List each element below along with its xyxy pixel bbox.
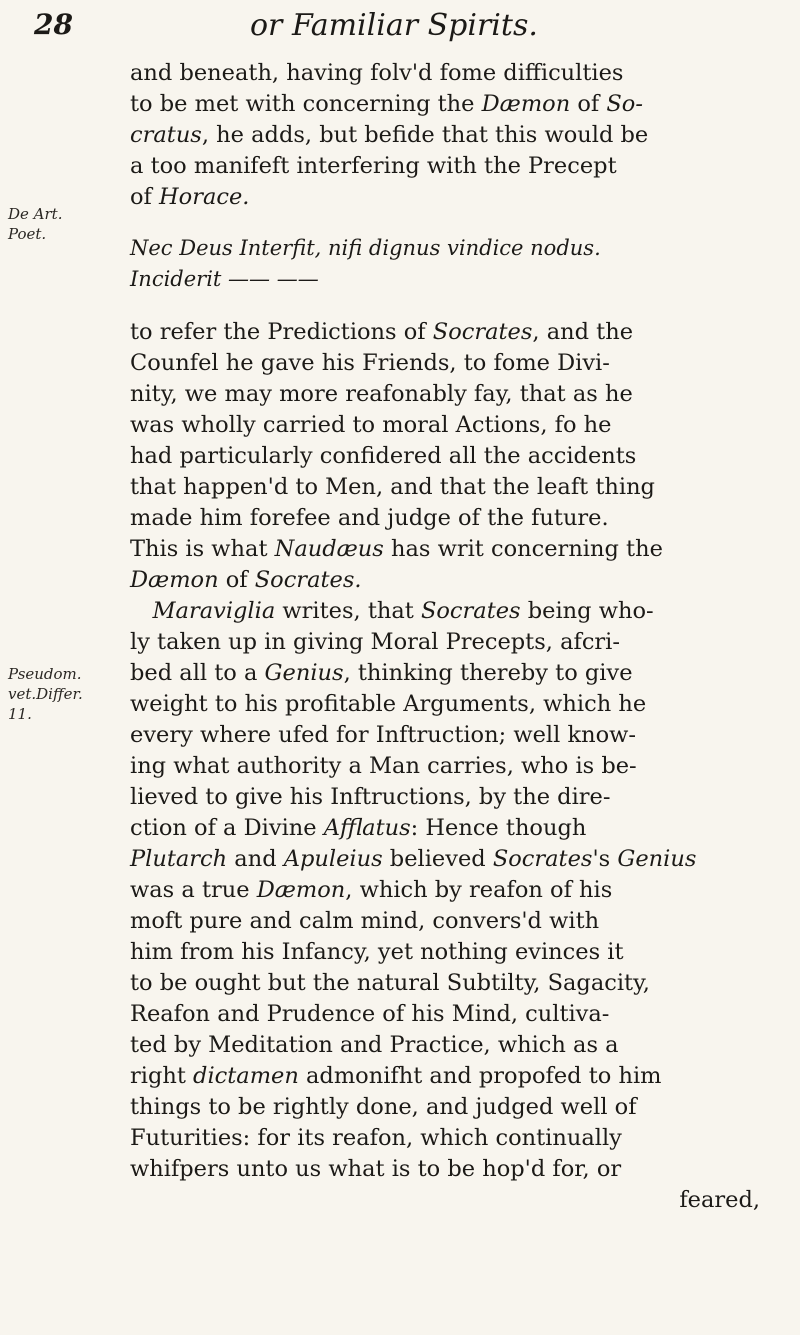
text-line: Maraviglia writes, that Socrates being who- bbox=[152, 598, 654, 624]
text-line: weight to his profitable Arguments, which he bbox=[130, 691, 647, 717]
text-line: him from his Infancy, yet nothing evinces it bbox=[130, 939, 624, 965]
latin-quotation bbox=[130, 233, 780, 295]
text-line: ing what authority a Man carries, who is be- bbox=[130, 753, 637, 779]
margin-note-pseudomantia bbox=[8, 664, 83, 724]
text-line: nity, we may more reafonably fay, that as he bbox=[130, 381, 633, 407]
text-line: to refer the Predictions of Socrates, and the bbox=[130, 319, 634, 345]
text-line: was wholly carried to moral Actions, fo he bbox=[130, 412, 612, 438]
margin-note-line: vet.Differ. bbox=[8, 685, 83, 703]
margin-note-line: 11. bbox=[8, 705, 32, 723]
catchword: feared, bbox=[679, 1187, 760, 1213]
text-line: had particularly confidered all the accidents bbox=[130, 443, 637, 469]
text-line: made him forefee and judge of the future. bbox=[130, 505, 609, 531]
text-line: of Horace. bbox=[130, 184, 250, 210]
text-line: to be ought but the natural Subtilty, Sagacity, bbox=[130, 970, 650, 996]
text-line: ted by Meditation and Practice, which as a bbox=[130, 1032, 619, 1058]
running-title: or Familiar Spirits. bbox=[250, 8, 538, 43]
paragraph-3 bbox=[130, 596, 780, 1185]
text-line: right dictamen admonifht and propofed to him bbox=[130, 1063, 662, 1089]
text-line: Futurities: for its reafon, which continually bbox=[130, 1125, 622, 1151]
paragraph-2 bbox=[130, 317, 780, 596]
page-header bbox=[0, 6, 800, 52]
paragraph-1 bbox=[130, 58, 780, 213]
text-line: ly taken up in giving Moral Precepts, afcri- bbox=[130, 629, 620, 655]
text-line: and beneath, having folv'd fome difficulties bbox=[130, 60, 624, 86]
margin-note-line: De Art. bbox=[8, 205, 63, 223]
text-line: Reafon and Prudence of his Mind, cultiva- bbox=[130, 1001, 610, 1027]
text-line: a too manifeft interfering with the Precept bbox=[130, 153, 617, 179]
text-line: ction of a Divine Afflatus: Hence though bbox=[130, 815, 587, 841]
text-line: moft pure and calm mind, convers'd with bbox=[130, 908, 600, 934]
text-line: things to be rightly done, and judged well of bbox=[130, 1094, 637, 1120]
quote-line: Nec Deus Interfit, nifi dignus vindice nodus. bbox=[130, 236, 601, 260]
text-line: lieved to give his Inftructions, by the dire- bbox=[130, 784, 611, 810]
text-line: Counfel he gave his Friends, to fome Divi- bbox=[130, 350, 610, 376]
text-line: cratus, he adds, but befide that this would be bbox=[130, 122, 649, 148]
margin-note-de-arte-poetica bbox=[8, 204, 62, 244]
text-line: bed all to a Genius, thinking thereby to give bbox=[130, 660, 633, 686]
text-line: was a true Dæmon, which by reafon of his bbox=[130, 877, 613, 903]
margin-note-line: Poet. bbox=[8, 225, 47, 243]
page-number: 28 bbox=[34, 8, 73, 41]
text-line: whifpers unto us what is to be hop'd for, or bbox=[130, 1156, 622, 1182]
text-line: This is what Naudæus has writ concerning the bbox=[130, 536, 663, 562]
text-line: that happen'd to Men, and that the leaft thing bbox=[130, 474, 655, 500]
text-line: Plutarch and Apuleius believed Socrates's Genius bbox=[130, 846, 697, 872]
text-line: every where ufed for Inftruction; well know- bbox=[130, 722, 636, 748]
text-line: Dæmon of Socrates. bbox=[130, 567, 362, 593]
margin-note-line: Pseudom. bbox=[8, 665, 82, 683]
body-text bbox=[130, 58, 780, 1216]
text-line: to be met with concerning the Dæmon of So- bbox=[130, 91, 643, 117]
quote-line: Inciderit —— —— bbox=[130, 267, 319, 291]
